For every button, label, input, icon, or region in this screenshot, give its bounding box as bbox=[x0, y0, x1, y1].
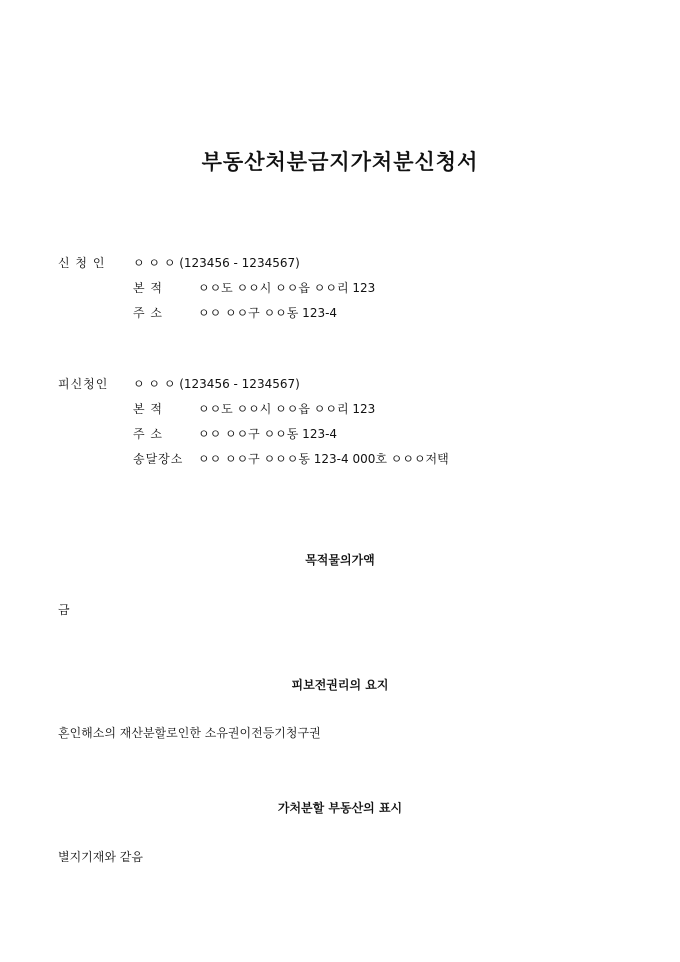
document-title: 부동산처분금지가처분신청서 bbox=[201, 149, 479, 174]
applicant-role-label: 신 청 인 bbox=[58, 256, 106, 270]
applicant-domicile-value: ㅇㅇ도 ㅇㅇ시 ㅇㅇ읍 ㅇㅇ리 123 bbox=[198, 281, 376, 295]
applicant-domicile-label: 본 적 bbox=[133, 281, 163, 295]
respondent-name-row bbox=[58, 372, 658, 397]
object-value-heading: 목적물의가액 bbox=[305, 553, 375, 567]
property-body: 별지기재와 같음 bbox=[58, 850, 143, 864]
applicant-address-label: 주 소 bbox=[133, 306, 163, 320]
respondent-delivery-value: ㅇㅇ ㅇㅇ구 ㅇㅇㅇ동 123-4 000호 ㅇㅇㅇ저택 bbox=[198, 452, 449, 466]
applicant-address-value: ㅇㅇ ㅇㅇ구 ㅇㅇ동 123-4 bbox=[198, 306, 338, 320]
respondent-address-value: ㅇㅇ ㅇㅇ구 ㅇㅇ동 123-4 bbox=[198, 427, 338, 441]
respondent-role-label: 피신청인 bbox=[58, 377, 109, 391]
protected-right-body: 혼인해소의 재산분할로인한 소유권이전등기청구권 bbox=[58, 726, 321, 740]
respondent-block bbox=[58, 372, 658, 472]
respondent-address-label: 주 소 bbox=[133, 427, 163, 441]
protected-right-heading: 피보전권리의 요지 bbox=[291, 678, 389, 692]
applicant-name-row bbox=[58, 251, 658, 276]
respondent-address-row bbox=[58, 422, 658, 447]
respondent-name: ㅇ ㅇ ㅇ (123456 - 1234567) bbox=[133, 377, 300, 391]
applicant-block bbox=[58, 251, 658, 326]
respondent-delivery-label: 송달장소 bbox=[133, 452, 184, 466]
applicant-name: ㅇ ㅇ ㅇ (123456 - 1234567) bbox=[133, 256, 300, 270]
object-value-body: 금 bbox=[58, 603, 70, 617]
respondent-domicile-value: ㅇㅇ도 ㅇㅇ시 ㅇㅇ읍 ㅇㅇ리 123 bbox=[198, 402, 376, 416]
property-heading: 가처분할 부동산의 표시 bbox=[277, 801, 403, 815]
applicant-address-row bbox=[58, 301, 658, 326]
respondent-delivery-row bbox=[58, 447, 658, 472]
respondent-domicile-label: 본 적 bbox=[133, 402, 163, 416]
applicant-domicile-row bbox=[58, 276, 658, 301]
respondent-domicile-row bbox=[58, 397, 658, 422]
